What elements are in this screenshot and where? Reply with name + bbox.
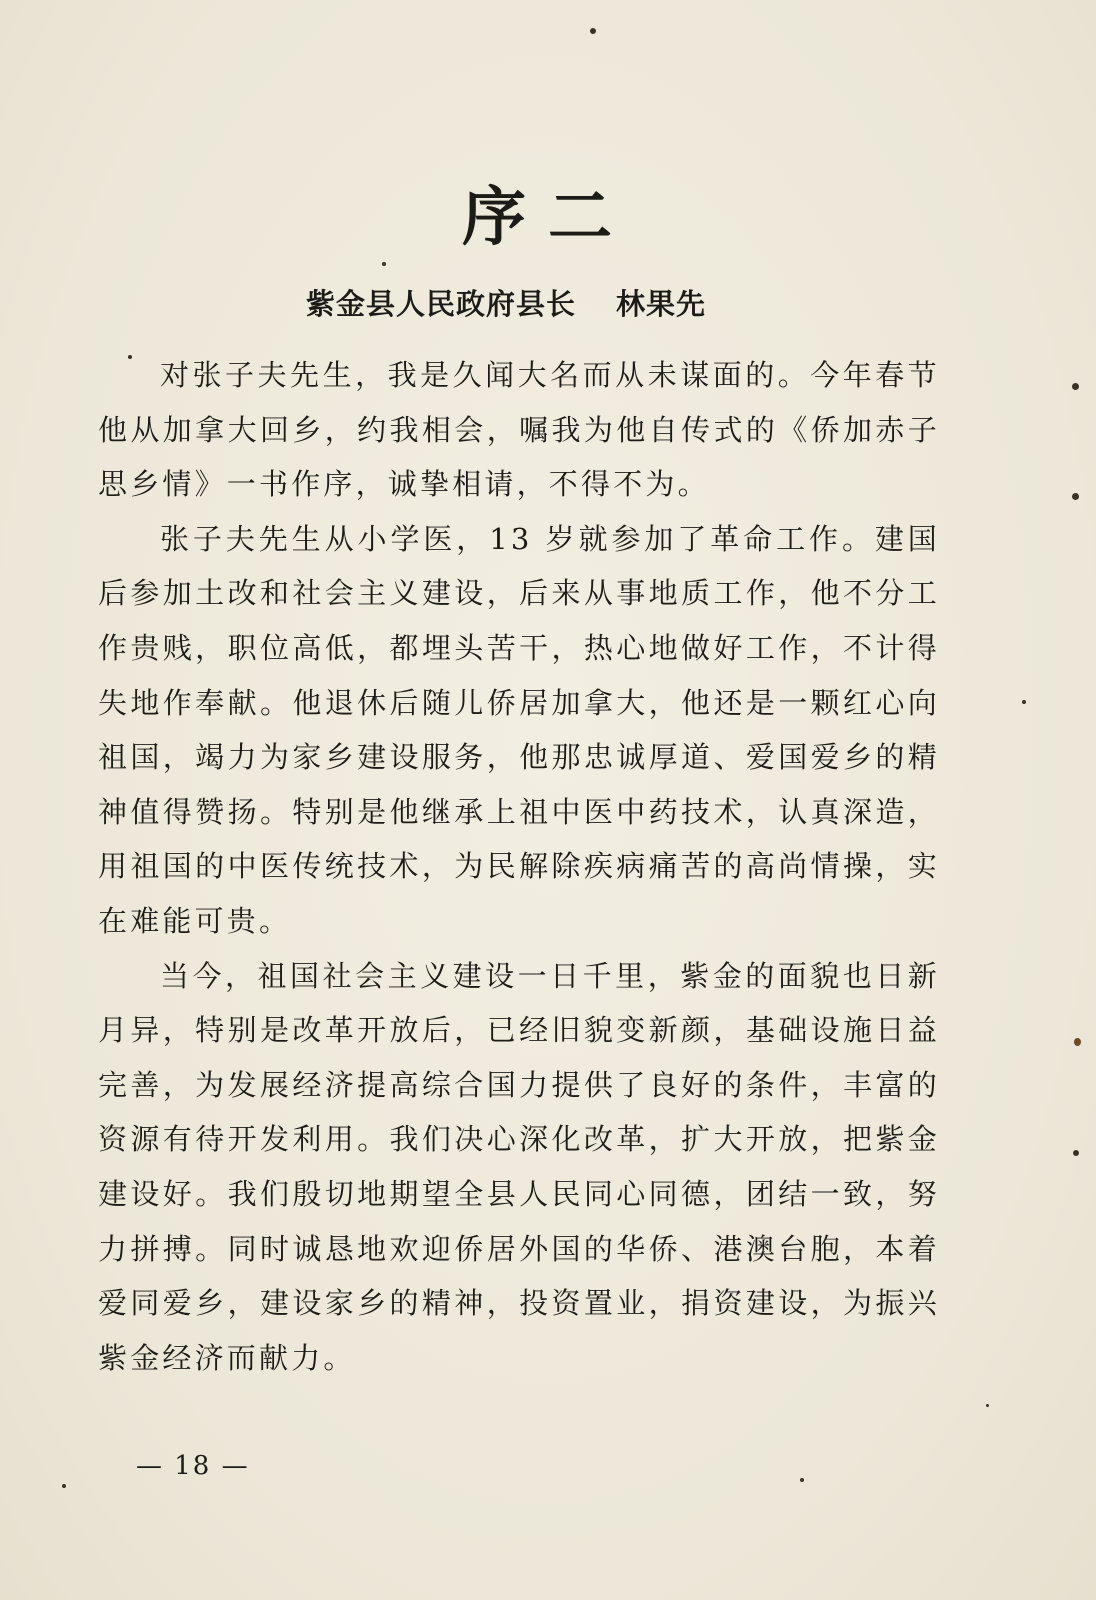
page-speck xyxy=(590,28,596,34)
body-text xyxy=(98,348,940,1385)
page-speck xyxy=(1022,700,1026,704)
author-name: 林果先 xyxy=(616,287,707,321)
page-speck xyxy=(986,1404,989,1407)
author-byline xyxy=(0,282,1012,326)
page-title: 序二 xyxy=(462,180,634,255)
paragraph-1: 对张子夫先生，我是久闻大名而从未谋面的。今年春节他从加拿大回乡，约我相会，嘱我为他自传式的《侨加赤子思乡情》一书作序，诚挚相请，不得不为。 xyxy=(98,358,940,502)
page-speck xyxy=(1073,1150,1079,1156)
page-number: — 18 — xyxy=(136,1451,250,1481)
page-speck xyxy=(62,1484,66,1488)
page-speck xyxy=(1074,1038,1081,1046)
page-speck xyxy=(1072,383,1079,390)
page-speck xyxy=(1072,493,1079,500)
page-speck xyxy=(382,262,386,266)
page-speck xyxy=(800,1478,804,1482)
paragraph-2: 张子夫先生从小学医，13 岁就参加了革命工作。建国后参加土改和社会主义建设，后来从事地质工作，他不分工作贵贱，职位高低，都埋头苦干，热心地做好工作，不计得失地作奉献。他退休后随儿侨居加拿大，他还是一颗红心向祖国，竭力为家乡建设服务，他那忠诚厚道、爱国爱乡的精神值得赞扬。特别是他继承上祖中医中药技术，认真深造，用祖国的中医传统技术，为民解除疾病痛苦的高尚情操，实在难能可贵。 xyxy=(98,521,940,938)
author-position: 紫金县人民政府县长 xyxy=(305,287,576,321)
paragraph-3: 当今，祖国社会主义建设一日千里，紫金的面貌也日新月异，特别是改革开放后，已经旧貌变新颜，基础设施日益完善，为发展经济提高综合国力提供了良好的条件，丰富的资源有待开发利用。我们决心深化改革，扩大开放，把紫金建设好。我们殷切地期望全县人民同心同德，团结一致，努力拼搏。同时诚恳地欢迎侨居外国的华侨、港澳台胞，本着爱同爱乡，建设家乡的精神，投资置业，捐资建设，为振兴紫金经济而献力。 xyxy=(98,958,940,1375)
